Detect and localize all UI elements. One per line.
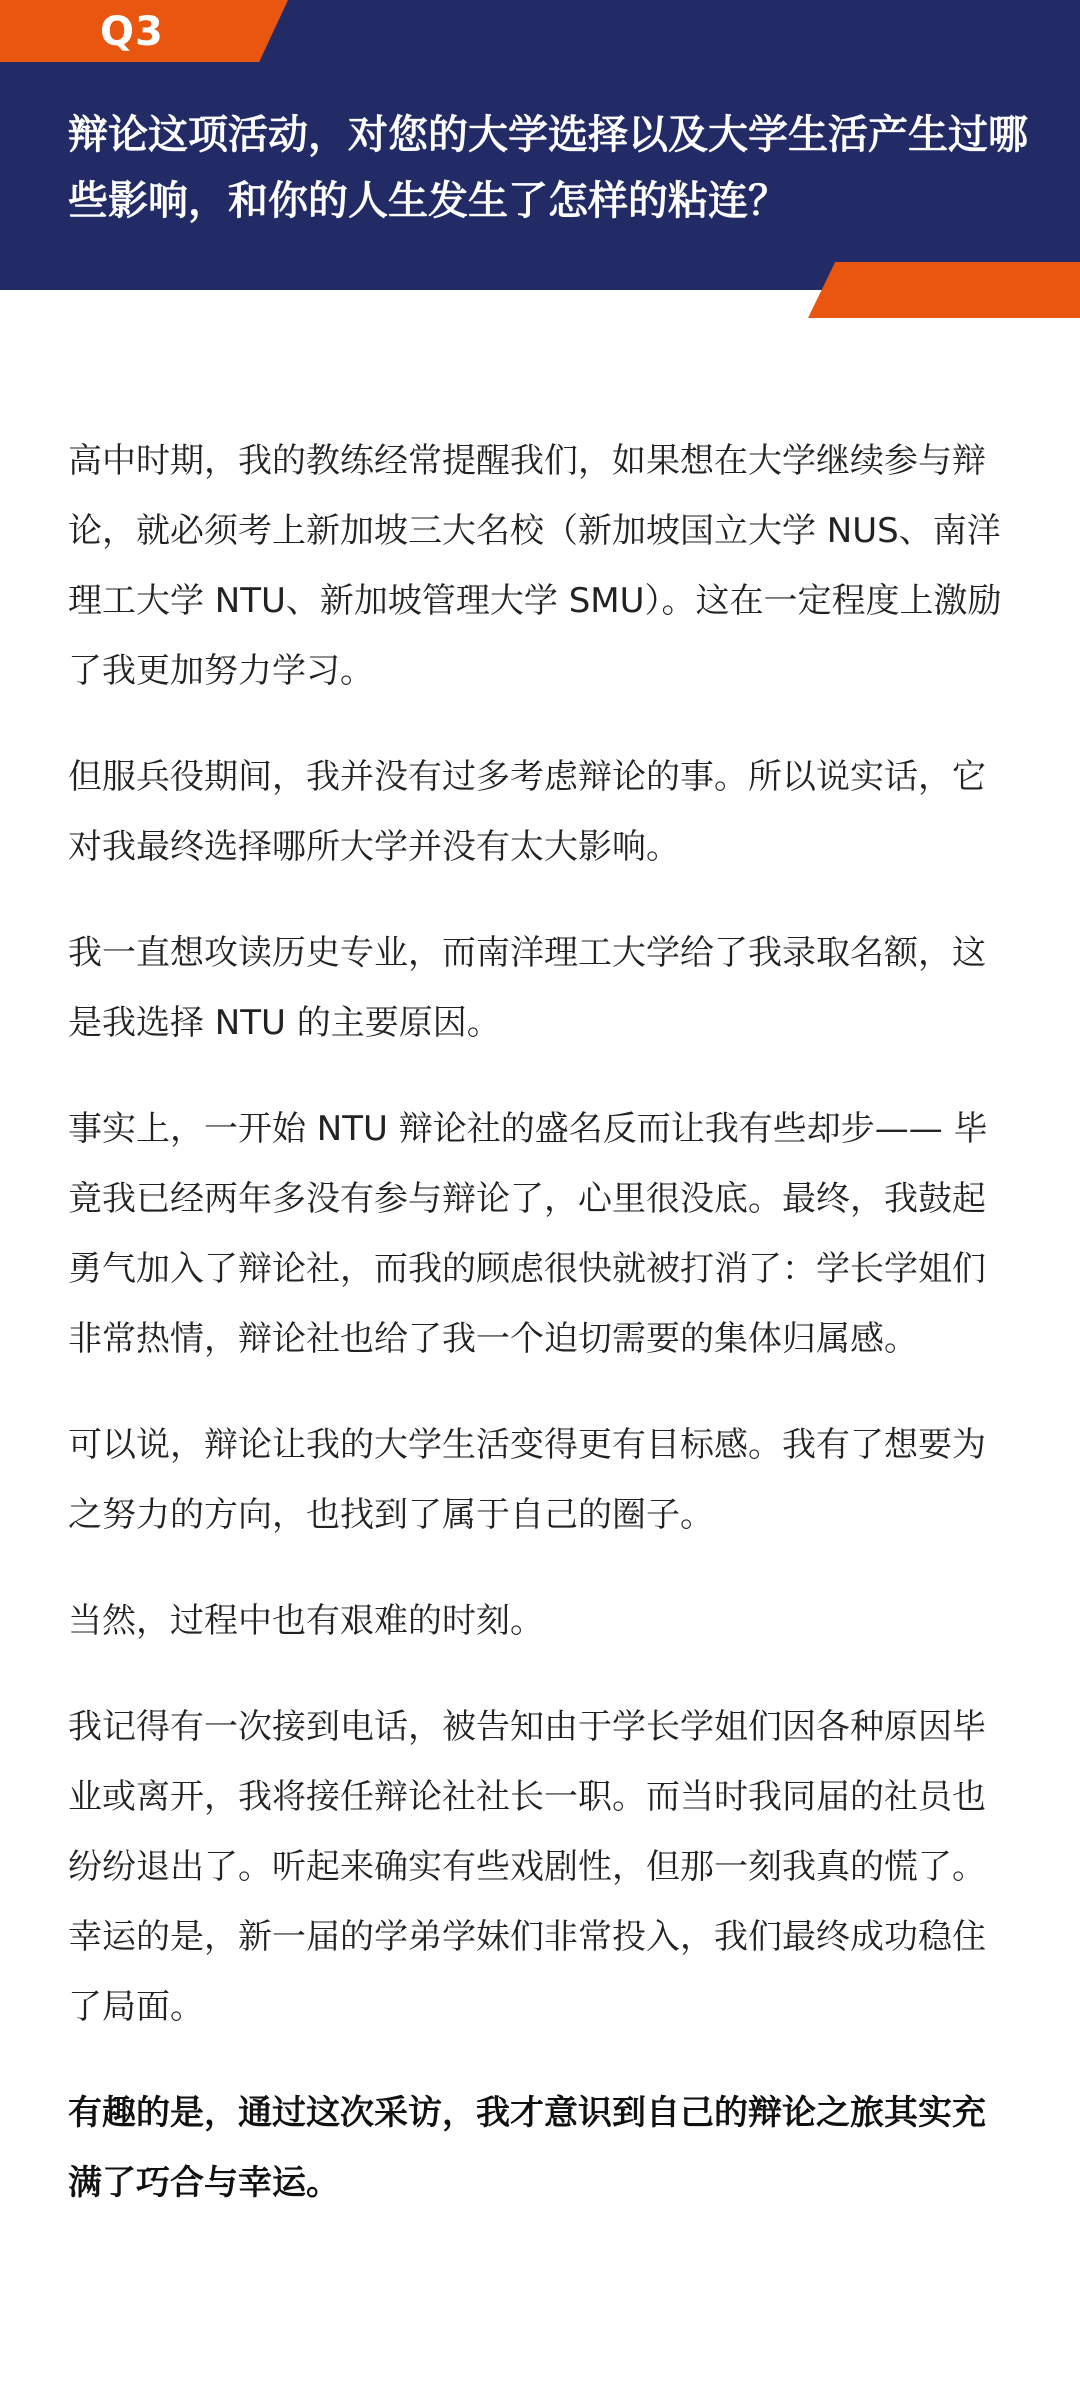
answer-paragraph: 当然，过程中也有艰难的时刻。 bbox=[68, 1601, 544, 1641]
answer-paragraph: 高中时期，我的教练经常提醒我们，如果想在大学继续参与辩论，就必须考上新加坡三大名校（新加坡国立大学 NUS、南洋理工大学 NTU、新加坡管理大学 SMU）。这在一定程度上激励了我更加努力学习。 bbox=[68, 441, 1002, 691]
header-corner-accent bbox=[808, 262, 1080, 318]
answer-paragraph: 但服兵役期间，我并没有过多考虑辩论的事。所以说实话，它对我最终选择哪所大学并没有太大影响。 bbox=[68, 757, 986, 867]
answer-paragraph: 可以说，辩论让我的大学生活变得更有目标感。我有了想要为之努力的方向，也找到了属于自己的圈子。 bbox=[68, 1425, 986, 1535]
question-number: Q3 bbox=[100, 9, 164, 55]
question-title: 辩论这项活动，对您的大学选择以及大学生活产生过哪些影响，和你的人生发生了怎样的粘连？ bbox=[68, 112, 1028, 224]
answer-paragraph: 我一直想攻读历史专业，而南洋理工大学给了我录取名额，这是我选择 NTU 的主要原因。 bbox=[68, 933, 986, 1043]
answer-conclusion: 有趣的是，通过这次采访，我才意识到自己的辩论之旅其实充满了巧合与幸运。 bbox=[68, 2093, 986, 2203]
answer-paragraph: 事实上，一开始 NTU 辩论社的盛名反而让我有些却步—— 毕竟我已经两年多没有参与辩论了，心里很没底。最终，我鼓起勇气加入了辩论社，而我的顾虑很快就被打消了：学长学姐们非常热情，辩论社也给了我一个迫切需要的集体归属感。 bbox=[68, 1109, 988, 1359]
answer-body bbox=[68, 426, 1012, 2254]
question-header bbox=[0, 0, 1080, 290]
answer-paragraph: 我记得有一次接到电话，被告知由于学长学姐们因各种原因毕业或离开，我将接任辩论社社长一职。而当时我同届的社员也纷纷退出了。听起来确实有些戏剧性，但那一刻我真的慌了。幸运的是，新一届的学弟学妹们非常投入，我们最终成功稳住了局面。 bbox=[68, 1707, 986, 2027]
